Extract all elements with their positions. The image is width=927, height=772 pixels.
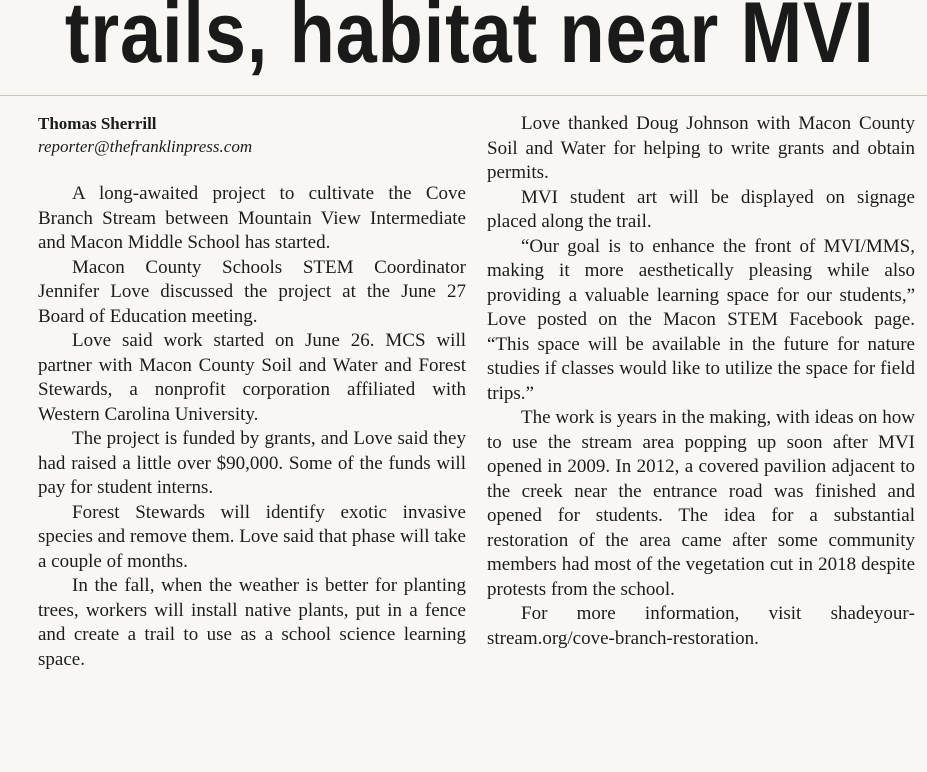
- headline: trails, habitat near MVI: [64, 0, 875, 81]
- paragraph: Love said work started on June 26. MCS will partner with Macon County Soil and Water and Forest Stewards, a nonprofit corporation affiliated with Western Carolina University.: [38, 330, 466, 425]
- paragraph: A long-awaited project to cultivate the Cove Branch Stream between Mountain View Intermediate and Macon Middle School has started.: [38, 183, 466, 253]
- headline-divider: [0, 95, 927, 96]
- paragraph: “Our goal is to enhance the front of MVI/​MMS, making it more aesthetically pleasing while also providing a valuable learning space for our students,” Love posted on the Macon STEM Facebook page. “This space will be available in the future for nature studies if classes would like to utilize the space for field trips.”: [487, 235, 915, 404]
- paragraph: Love thanked Doug Johnson with Macon County Soil and Water for helping to write grants and obtain permits.: [487, 113, 915, 183]
- paragraph: MVI student art will be displayed on signage placed along the trail.: [487, 186, 915, 232]
- paragraph: The work is years in the making, with ideas on how to use the stream area popping up soon after MVI opened in 2009. In 2012, a covered pavilion adjacent to the creek near the entrance road was finished and opened for students. The idea for a substantial restoration of the area came after some community members had most of the vegetation cut in 2018 despite protests from the school.: [487, 407, 915, 600]
- byline-email: reporter@thefranklinpress.com: [38, 137, 253, 156]
- paragraph: For more information, visit shadeyourstream.org/cove-branch-restoration.: [487, 603, 915, 649]
- paragraph: Macon County Schools STEM Coordinator Jennifer Love discussed the project at the June 27 Board of Education meeting.: [38, 256, 466, 327]
- paragraph: The project is funded by grants, and Love said they had raised a little over $90,000. Some of the funds will pay for student interns.: [38, 428, 466, 498]
- article-column-left: [38, 112, 466, 672]
- paragraph: Forest Stewards will identify exotic invasive species and remove them. Love said that phase will take a couple of months.: [38, 501, 466, 572]
- byline-author: Thomas Sherrill: [38, 114, 157, 133]
- paragraph: In the fall, when the weather is better for planting trees, workers will install native plants, put in a fence and create a trail to use as a school science learning space.: [38, 575, 466, 670]
- article-column-right: [487, 112, 915, 651]
